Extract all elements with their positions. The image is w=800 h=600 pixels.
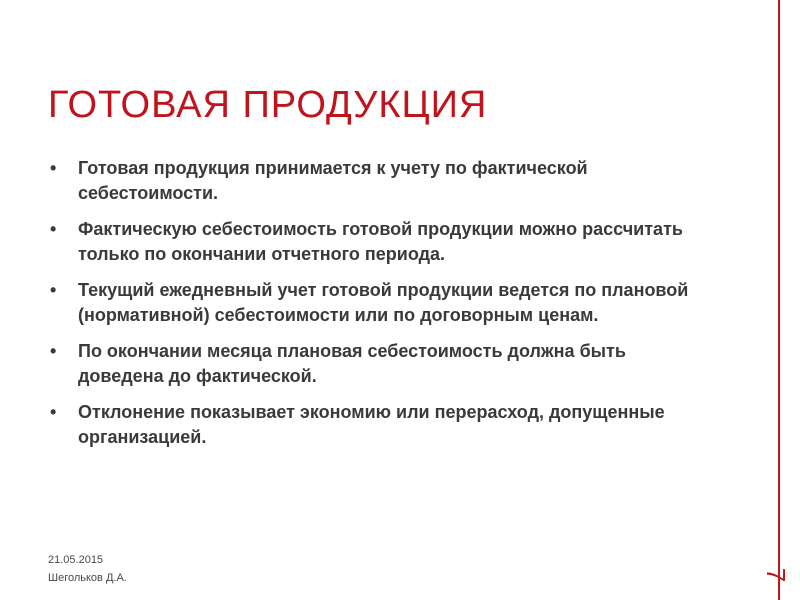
footer-author: Шегольков Д.А.	[48, 572, 127, 584]
bullet-item: • Готовая продукция принимается к учету по фактической себестоимости.	[48, 156, 708, 206]
bullet-item: • Фактическую себестоимость готовой продукции можно рассчитать только по окончании отчетного периода.	[48, 217, 708, 267]
slide-title: ГОТОВАЯ ПРОДУКЦИЯ	[48, 84, 488, 126]
footer-date: 21.05.2015	[48, 554, 104, 566]
right-accent-line	[778, 0, 780, 600]
bullet-list	[48, 156, 708, 461]
page-number: 7	[761, 567, 791, 583]
bullet-item: • По окончании месяца плановая себестоимость должна быть доведена до фактической.	[48, 339, 708, 389]
bullet-item: • Отклонение показывает экономию или перерасход, допущенные организацией.	[48, 400, 708, 450]
bullet-item: • Текущий ежедневный учет готовой продукции ведется по плановой (нормативной) себестоимости или по договорным ценам.	[48, 278, 708, 328]
